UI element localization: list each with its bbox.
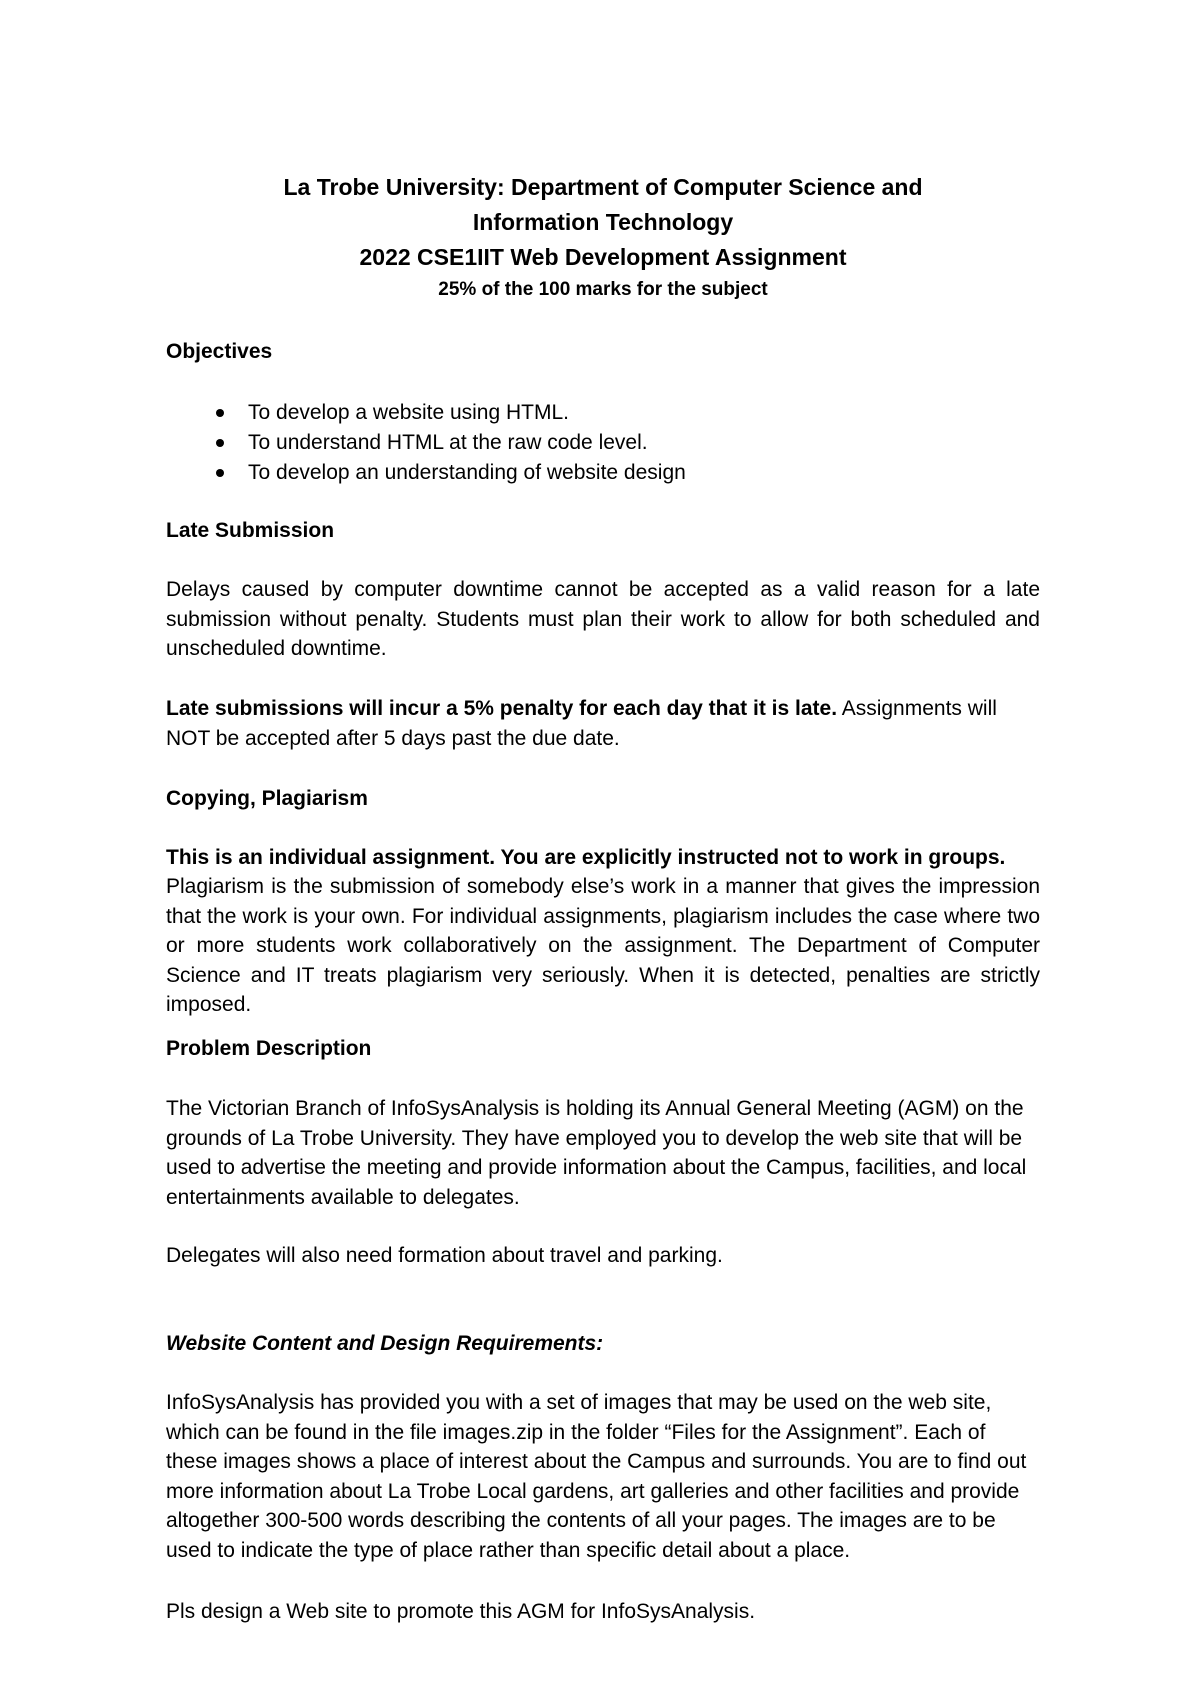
document-title-line1: La Trobe University: Department of Computer Science and	[283, 174, 923, 200]
late-submission-paragraph: Delays caused by computer downtime cannot be accepted as a valid reason for a late submission without penalty. Students must plan their work to allow for both scheduled and unscheduled downtime.	[166, 578, 1040, 660]
objective-item: To develop a website using HTML.	[166, 398, 1040, 428]
objectives-heading: Objectives	[166, 340, 273, 363]
plagiarism-heading: Copying, Plagiarism	[166, 787, 368, 810]
late-penalty-rest: Assignments will NOT be accepted after 5 days past the due date.	[166, 697, 997, 750]
bullet-icon	[216, 469, 224, 477]
plagiarism-bold-intro: This is an individual assignment. You are explicitly instructed not to work in groups.	[166, 846, 1006, 869]
objective-item: To understand HTML at the raw code level.	[166, 428, 1040, 458]
requirements-paragraph: InfoSysAnalysis has provided you with a set of images that may be used on the web site, which can be found in the file images.zip in the folder “Files for the Assignment”. Each of these images shows a place of interest about the Campus and surrounds. You are to find out more information about La Trobe Local gardens, art galleries and other facilities and provide altogether 300-500 words describing the contents of all your pages. The images are to be used to indicate the type of place rather than specific detail about a place.	[166, 1391, 1027, 1562]
plagiarism-paragraph: Plagiarism is the submission of somebody else’s work in a manner that gives the impression that the work is your own. For individual assignments, plagiarism includes the case where two or more students work collaboratively on the assignment. The Department of Computer Science and IT treats plagiarism very seriously. When it is detected, penalties are strictly imposed.	[166, 875, 1040, 1016]
travel-parking-paragraph: Delegates will also need formation about travel and parking.	[166, 1244, 723, 1267]
objectives-list	[166, 398, 1040, 488]
document-title-line2: Information Technology	[472, 209, 734, 235]
late-penalty-bold: Late submissions will incur a 5% penalty for each day that it is late.	[166, 697, 838, 720]
bullet-icon	[216, 439, 224, 447]
assignment-title: 2022 CSE1IIT Web Development Assignment	[359, 244, 847, 270]
requirements-heading: Website Content and Design Requirements:	[166, 1332, 604, 1355]
late-submission-heading: Late Submission	[166, 519, 335, 542]
marks-subtitle: 25% of the 100 marks for the subject	[438, 279, 768, 300]
design-request-paragraph: Pls design a Web site to promote this AGM for InfoSysAnalysis.	[166, 1600, 756, 1623]
problem-heading: Problem Description	[166, 1037, 372, 1060]
problem-paragraph: The Victorian Branch of InfoSysAnalysis is holding its Annual General Meeting (AGM) on the grounds of La Trobe University. They have employed you to develop the web site that will be used to advertise the meeting and provide information about the Campus, facilities, and local entertainments available to delegates.	[166, 1097, 1027, 1209]
late-penalty-paragraph	[166, 694, 1040, 753]
bullet-icon	[216, 409, 224, 417]
objective-item: To develop an understanding of website design	[166, 458, 1040, 488]
